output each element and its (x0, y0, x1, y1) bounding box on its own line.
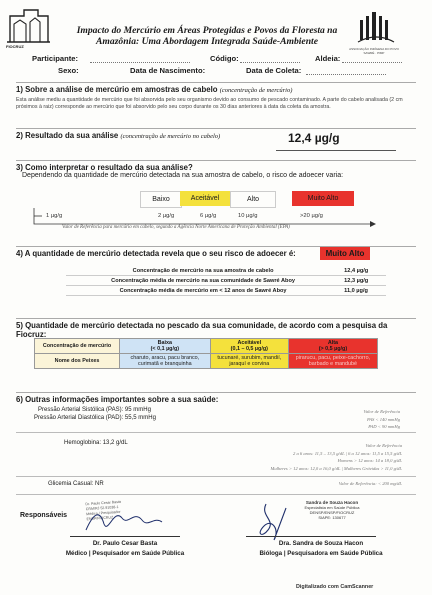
section1-text: Esta análise mediu a quantidade de mercúrio que foi absorvida pelo seu organismo devido ao consumo de pescado contaminado. A parte do cabelo analisada (2 cm próximos à raiz) corresponde ao mercúrio que foi absorvido pelo seu corpo durante os 30 dias anteriores à data da coleta da amostra. (16, 97, 403, 110)
threshold-1: 1 µg/g (46, 213, 63, 219)
epa-reference: Valor de Referência para mercúrio em cabelo, segundo a Agência Norte Americana de Proteção Ambiental (EPA) (62, 225, 290, 230)
threshold-2: 2 µg/g (158, 213, 175, 219)
risk-level-high: Alto (230, 191, 276, 208)
seal-caption: ASSOCIAÇÃO INDÍGENA DO POVO SAWRÉ · PIMP (349, 47, 399, 55)
risk-level-low: Baixo (140, 191, 182, 208)
village-field[interactable] (342, 62, 402, 63)
threshold-6: 6 µg/g (200, 213, 217, 219)
document-title: Impacto do Mercúrio em Áreas Protegidas e Povos da Floresta na Amazônia: Uma Abordagem Integrada Saúde-Ambiente (76, 25, 338, 47)
fiocruz-logo-label: FIOCRUZ (6, 44, 24, 49)
col-low: Baixa (< 0,1 µg/g) (120, 339, 211, 354)
section1-heading: 1) Sobre a análise de mercúrio em amostras de cabelo (concentração de mercúrio) (16, 82, 416, 94)
threshold-20: >20 µg/g (300, 213, 323, 219)
signature-left (78, 500, 168, 536)
table-row: Nome dos Peixes charuto, aracu, pacu branco, curimatã e branquinha tucunaré, surubim, mandií, jaraquí e corvina pirarucu, pacu, peixe-cachorro, barbado e mandubé (35, 354, 378, 369)
hemoglobin-value: Hemoglobina: 13,2 g/dL (64, 440, 128, 446)
table-row: Concentração de mercúrio Baixa (< 0,1 µg/g) Aceitável (0,1 – 0,5 µg/g) Alta (> 0,5 µg/g) (35, 339, 378, 354)
glycemia-reference: Valor de Referência: < 200 mg/dL (338, 481, 402, 486)
table-row: Concentração média de mercúrio na sua comunidade de Sawré Aboy 12,3 µg/g (66, 276, 386, 286)
association-seal (356, 8, 396, 48)
participant-field[interactable] (90, 62, 190, 63)
divider (16, 494, 416, 495)
pa-reference: Valor de Referência PAS < 140 mmHg PAD < 90 mmHg (363, 409, 400, 429)
col-high: Alta (> 0,5 µg/g) (288, 339, 377, 354)
hair-mercury-result: 12,4 µg/g (288, 131, 340, 145)
divider (16, 476, 416, 477)
section3-question: Dependendo da quantidade de mercúrio detectada na sua amostra de cabelo, o risco de adoecer varia: (22, 172, 344, 179)
collection-date-label: Data de Coleta: (246, 66, 302, 75)
pas-value: Pressão Arterial Sistólica (PAS): 95 mmHg (38, 407, 151, 413)
code-field[interactable] (240, 62, 300, 63)
stamp-right: Sandra de Souza Hacon Especialista em Saúde Pública DENSP/ENSP/FIOCRUZ SIAPE: 130677 (304, 500, 360, 520)
mercury-comparison-table (66, 266, 386, 296)
divider (16, 432, 416, 433)
risk-level-acceptable: Aceitável (180, 191, 230, 206)
birthdate-label: Data de Nascimento: (130, 66, 206, 75)
col-acceptable: Aceitável (0,1 – 0,5 µg/g) (210, 339, 288, 354)
scanner-watermark: Digitalizado com CamScanner (296, 584, 374, 590)
section4-heading: 4) A quantidade de mercúrio detectada revela que o seu risco de adoecer é: (16, 246, 416, 258)
section6-heading: 6) Outras informações importantes sobre a sua saúde: (16, 392, 416, 404)
threshold-10: 10 µg/g (238, 213, 258, 219)
table-row: Concentração média de mercúrio em < 12 anos de Sawré Aboy 11,0 µg/g (66, 286, 386, 296)
section3-heading: 3) Como interpretar o resultado da sua análise? (16, 160, 416, 172)
risk-level-very-high: Muito Alto (292, 191, 354, 206)
stamp-left: Dr. Paulo Cesar Basta CRM/RJ 52.91038-1 Médico / Pesquisador ENSP/FIOCRUZ (85, 499, 122, 522)
collection-date-field[interactable] (306, 74, 386, 75)
fiocruz-logo (4, 6, 52, 48)
pad-value: Pressão Arterial Diastólica (PAD): 55,5 mmHg (34, 415, 156, 421)
fish-mercury-table (34, 338, 378, 369)
village-label: Aldeia: (315, 54, 341, 63)
table-row: Concentração de mercúrio na sua amostra de cabelo 12,4 µg/g (66, 266, 386, 276)
sex-label: Sexo: (58, 66, 79, 75)
signer-right-name: Dra. Sandra de Souza Hacon (278, 540, 364, 547)
glycemia-value: Glicemia Casual: NR (48, 481, 104, 487)
signature-line-left (70, 536, 180, 537)
section5-heading: 5) Quantidade de mercúrio detectada no pescado da sua comunidade, de acordo com a pesquisa da Fiocruz: (16, 318, 416, 339)
hemoglobin-reference: Valor de Referência 2 a 6 anos: 11,5 – 13,5 g/dL | 6 a 12 anos: 11,5 a 15,5 g/dL Homens > 12 anos: 14 a 18,0 g/dL Mulheres > 12 anos: 12,0 a 16,0 g/dL | Mulheres Grávidas > 11,0 g/dL (270, 443, 402, 471)
participant-label: Participante: (32, 54, 78, 63)
code-label: Código: (210, 54, 239, 63)
signer-left-name: Dr. Paulo Cesar Basta (92, 540, 158, 547)
risk-result-badge: Muito Alto (320, 247, 370, 260)
responsibles-label: Responsáveis (20, 512, 68, 519)
signature-line-right (246, 536, 376, 537)
section2-heading: 2) Resultado da sua análise (concentração de mercúrio no cabelo) (16, 128, 416, 153)
signer-left-role: Médico | Pesquisador em Saúde Pública (65, 550, 185, 557)
result-underline (276, 150, 396, 151)
signer-right-role: Bióloga | Pesquisadora em Saúde Pública (259, 550, 383, 557)
